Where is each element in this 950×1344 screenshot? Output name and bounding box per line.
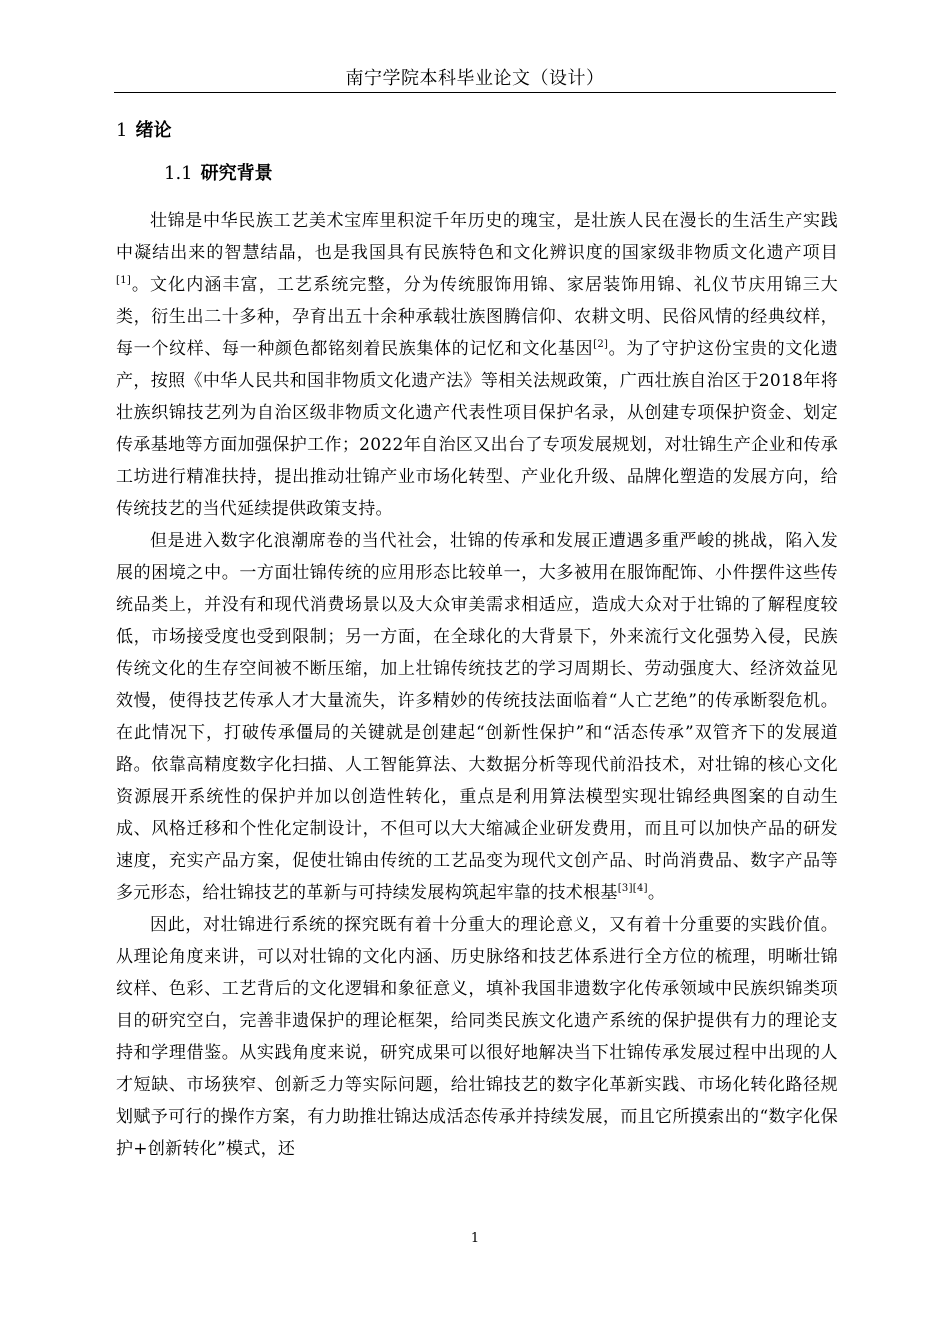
paragraph-text: 壮锦是中华民族工艺美术宝库里积淀千年历史的瑰宝，是壮族人民在漫长的生活生产实践中凝结出来的智慧结晶，也是我国具有民族特色和文化辨识度的国家级非物质文化遗产项目 xyxy=(116,211,838,263)
section-heading xyxy=(164,161,273,187)
paragraph-text: 。文化内涵丰富，工艺系统完整，分为传统服饰用锦、家居装饰用锦、礼仪节庆用锦三大类，衍生出二十多种，孕育出五十余种承载壮族图腾信仰、农耕文明、民俗风情的经典纹样，每一个纹样、每一种颜色都铭刻着民族集体的记忆和文化基因 xyxy=(116,275,838,359)
section-title: 研究背景 xyxy=(200,163,273,184)
citation-marker: [3][4] xyxy=(617,883,648,894)
paragraph xyxy=(116,205,838,525)
paragraph-text: 。为了守护这份宝贵的文化遗产，按照《中华人民共和国非物质文化遗产法》等相关法规政策，广西壮族自治区于2018年将壮族织锦技艺列为自治区级非物质文化遗产代表性项目保护名录，从创建专项保护资金、划定传承基地等方面加强保护工作；2022年自治区又出台了专项发展规划，对壮锦生产企业和传承工坊进行精准扶持，提出推动壮锦产业市场化转型、产业化升级、品牌化塑造的发展方向，给传统技艺的当代延续提供政策支持。 xyxy=(116,339,838,519)
paragraph-text: 但是进入数字化浪潮席卷的当代社会，壮锦的传承和发展正遭遇多重严峻的挑战，陷入发展的困境之中。一方面壮锦传统的应用形态比较单一，大多被用在服饰配饰、小件摆件这些传统品类上，并没有和现代消费场景以及大众审美需求相适应，造成大众对于壮锦的了解程度较低，市场接受度也受到限制；另一方面，在全球化的大背景下，外来流行文化强势入侵，民族传统文化的生存空间被不断压缩，加上壮锦传统技艺的学习周期长、劳动强度大、经济效益见效慢，使得技艺传承人才大量流失，许多精妙的传统技法面临着“人亡艺绝”的传承断裂危机。在此情况下，打破传承僵局的关键就是创建起“创新性保护”和“活态传承”双管齐下的发展道路。依靠高精度数字化扫描、人工智能算法、大数据分析等现代前沿技术，对壮锦的核心文化资源展开系统性的保护并加以创造性转化，重点是利用算法模型实现壮锦经典图案的自动生成、风格迁移和个性化定制设计，不但可以大大缩减企业研发费用，而且可以加快产品的研发速度，充实产品方案，促使壮锦由传统的工艺品变为现代文创产品、时尚消费品、数字产品等多元形态，给壮锦技艺的革新与可持续发展构筑起牢靠的技术根基 xyxy=(116,531,838,903)
paragraph-text: 。 xyxy=(647,883,666,903)
header-rule xyxy=(114,92,836,93)
chapter-title: 绪论 xyxy=(135,120,172,141)
running-header: 南宁学院本科毕业论文（设计） xyxy=(345,68,605,89)
paragraph xyxy=(116,525,838,909)
paragraph-text: 因此，对壮锦进行系统的探究既有着十分重大的理论意义，又有着十分重要的实践价值。从理论角度来讲，可以对壮锦的文化内涵、历史脉络和技艺体系进行全方位的梳理，明晰壮锦纹样、色彩、工艺背后的文化逻辑和象征意义，填补我国非遗数字化传承领域中民族织锦类项目的研究空白，完善非遗保护的理论框架，给同类民族文化遗产系统的保护提供有力的理论支持和学理借鉴。从实践角度来说，研究成果可以很好地解决当下壮锦传承发展过程中出现的人才短缺、市场狭窄、创新乏力等实际问题，给壮锦技艺的数字化革新实践、市场化转化路径规划赋予可行的操作方案，有力助推壮锦达成活态传承并持续发展，而且它所摸索出的“数字化保护+创新转化”模式，还 xyxy=(116,915,838,1159)
chapter-number: 1 xyxy=(116,120,128,141)
page-number: 1 xyxy=(470,1231,480,1246)
chapter-heading xyxy=(116,118,171,144)
paragraph xyxy=(116,909,838,1165)
citation-marker: [2] xyxy=(593,339,609,350)
citation-marker: [1] xyxy=(116,275,132,286)
body-text xyxy=(116,205,838,1165)
section-number: 1.1 xyxy=(164,163,193,184)
